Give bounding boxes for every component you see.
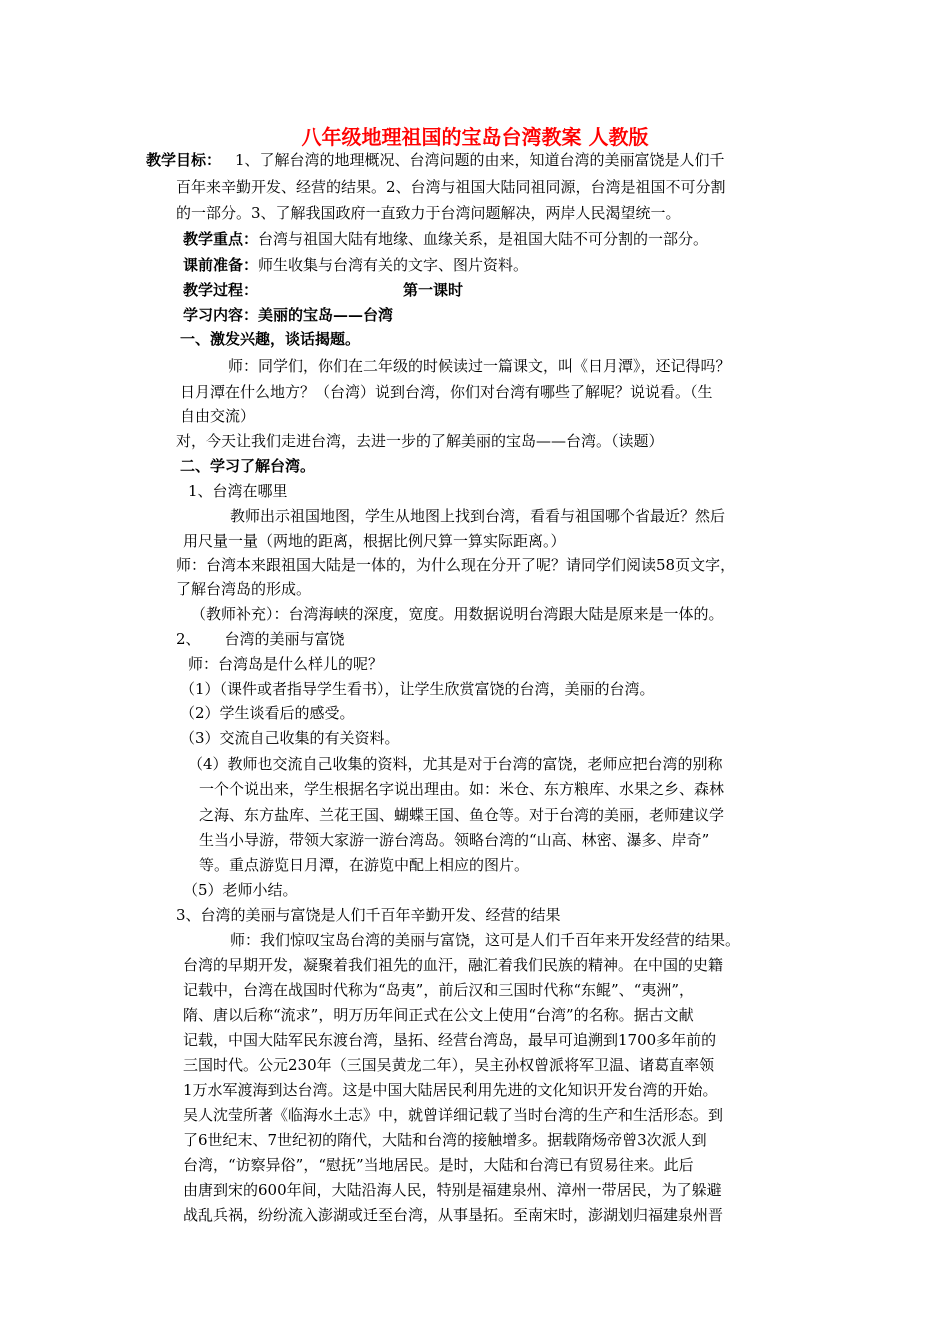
subsection1-paragraph-line-1: 教师出示祖国地图，学生从地图上找到台湾，看看与祖国哪个省最近？然后 [230,507,726,525]
section1-heading: 一、激发兴趣，谈话揭题。 [180,330,361,348]
list-item-4-line-5: 等。重点游览日月潭，在游览中配上相应的图片。 [199,856,530,874]
section1-paragraph-line-3: 自由交流） [180,407,256,425]
subsection3-line-11: 由唐到宋的600年间，大陆沿海人民，特别是福建泉州、漳州一带居民，为了躲避 [183,1181,722,1199]
process-label: 教学过程： [183,281,259,299]
objectives-line-2: 百年来辛勤开发、经营的结果。2、台湾与祖国大陆同祖同源，台湾是祖国不可分割 [176,178,726,196]
subsection3-line-10: 台湾，“访察异俗”，“慰抚”当地居民。是时，大陆和台湾已有贸易往来。此后 [183,1156,694,1174]
list-item-3: （3）交流自己收集的有关资料。 [180,729,400,747]
subsection2-heading [176,629,345,649]
subsection3-line-4: 隋、唐以后称“流求”，明万历年间正式在公文上使用“台湾”的名称。据古文献 [183,1006,694,1024]
list-item-4-line-3: 之海、东方盐库、兰花王国、蝴蝶王国、鱼仓等。对于台湾的美丽，老师建议学 [199,806,725,824]
content-label: 学习内容： [183,306,259,324]
objectives-line-3: 的一部分。3、了解我国政府一直致力于台湾问题解决，两岸人民渴望统一。 [176,204,681,222]
key-point-line [183,229,708,249]
subsection3-line-5: 记载，中国大陆军民东渡台湾，垦拓、经营台湾岛，最早可追溯到1700多年前的 [183,1031,717,1049]
lesson-label: 第一课时 [403,281,464,299]
content-text: 美丽的宝岛——台湾 [258,306,394,324]
list-item-5: （5）老师小结。 [183,881,298,899]
list-item-2: （2）学生谈看后的感受。 [180,704,355,722]
list-item-1: （1）（课件或者指导学生看书），让学生欣赏富饶的台湾，美丽的台湾。 [180,680,655,698]
document-title: 八年级地理祖国的宝岛台湾教案 人教版 [301,125,649,149]
list-item-4-line-1: （4）教师也交流自己收集的资料，尤其是对于台湾的富饶，老师应把台湾的别称 [188,755,723,773]
subsection3-line-7: 1万水军渡海到达台湾。这是中国大陆居民利用先进的文化知识开发台湾的开始。 [183,1081,718,1099]
subsection2-question: 师：台湾岛是什么样儿的呢？ [188,655,384,673]
subsection3-heading: 3、台湾的美丽与富饶是人们千百年辛勤开发、经营的结果 [176,906,561,924]
subsection1-paragraph-2-line-1: 师：台湾本来跟祖国大陆是一体的，为什么现在分开了呢？请同学们阅读58页文字， [176,556,736,574]
content-line [183,305,393,325]
subsection3-line-12: 战乱兵祸，纷纷流入澎湖或迁至台湾，从事垦拓。至南宋时，澎湖划归福建泉州晋 [183,1206,724,1224]
subsection2-title: 台湾的美丽与富饶 [224,630,345,648]
section1-paragraph-line-2: 日月潭在什么地方？（台湾）说到台湾，你们对台湾有哪些了解呢？说说看。（生 [180,383,713,401]
subsection3-line-2: 台湾的早期开发，凝聚着我们祖先的血汗，融汇着我们民族的精神。在中国的史籍 [183,956,724,974]
subsection1-paragraph-line-2: 用尺量一量（两地的距离，根据比例尺算一算实际距离。） [183,532,566,550]
subsection1-paragraph-3: （教师补充）：台湾海峡的深度，宽度。用数据说明台湾跟大陆是原来是一体的。 [191,605,724,623]
subsection3-line-3: 记载中，台湾在战国时代称为“岛夷”，前后汉和三国时代称“东鲲”、“夷洲”， [183,981,695,999]
objectives-label: 教学目标： [146,151,222,169]
list-item-4-line-4: 生当小导游，带领大家游一游台湾岛。领略台湾的“山高、林密、瀑多、岸奇” [199,831,710,849]
subsection2-number: 2、 [176,630,201,648]
subsection1-paragraph-2-line-2: 了解台湾岛的形成。 [176,580,312,598]
objectives-text-1: 1、了解台湾的地理概况、台湾问题的由来，知道台湾的美丽富饶是人们千 [235,151,725,169]
key-point-text: 台湾与祖国大陆有地缘、血缘关系，是祖国大陆不可分割的一部分。 [258,230,709,248]
subsection3-line-6: 三国时代。公元230年（三国吴黄龙二年），吴主孙权曾派将军卫温、诸葛直率领 [183,1056,715,1074]
list-item-4-line-2: 一个个说出来，学生根据名字说出理由。如：米仓、东方粮库、水果之乡、森林 [199,780,725,798]
preparation-label: 课前准备： [183,256,259,274]
section1-paragraph-line-1: 师：同学们，你们在二年级的时候读过一篇课文，叫《日月潭》，还记得吗？ [228,357,731,375]
section1-paragraph-2: 对，今天让我们走进台湾，去进一步的了解美丽的宝岛——台湾。（读题） [176,432,664,450]
section2-heading: 二、学习了解台湾。 [180,457,316,475]
subsection3-line-8: 吴人沈莹所著《临海水土志》中，就曾详细记载了当时台湾的生产和生活形态。到 [183,1106,724,1124]
preparation-text: 师生收集与台湾有关的文字、图片资料。 [258,256,529,274]
key-point-label: 教学重点： [183,230,259,248]
objectives-line-1 [146,150,725,170]
subsection3-line-1: 师：我们惊叹宝岛台湾的美丽与富饶，这可是人们千百年来开发经营的结果。 [230,931,741,949]
preparation-line [183,255,528,275]
subsection1-heading: 1、台湾在哪里 [188,482,288,500]
subsection3-line-9: 了6世纪末、7世纪初的隋代，大陆和台湾的接触增多。据载隋炀帝曾3次派人到 [183,1131,707,1149]
